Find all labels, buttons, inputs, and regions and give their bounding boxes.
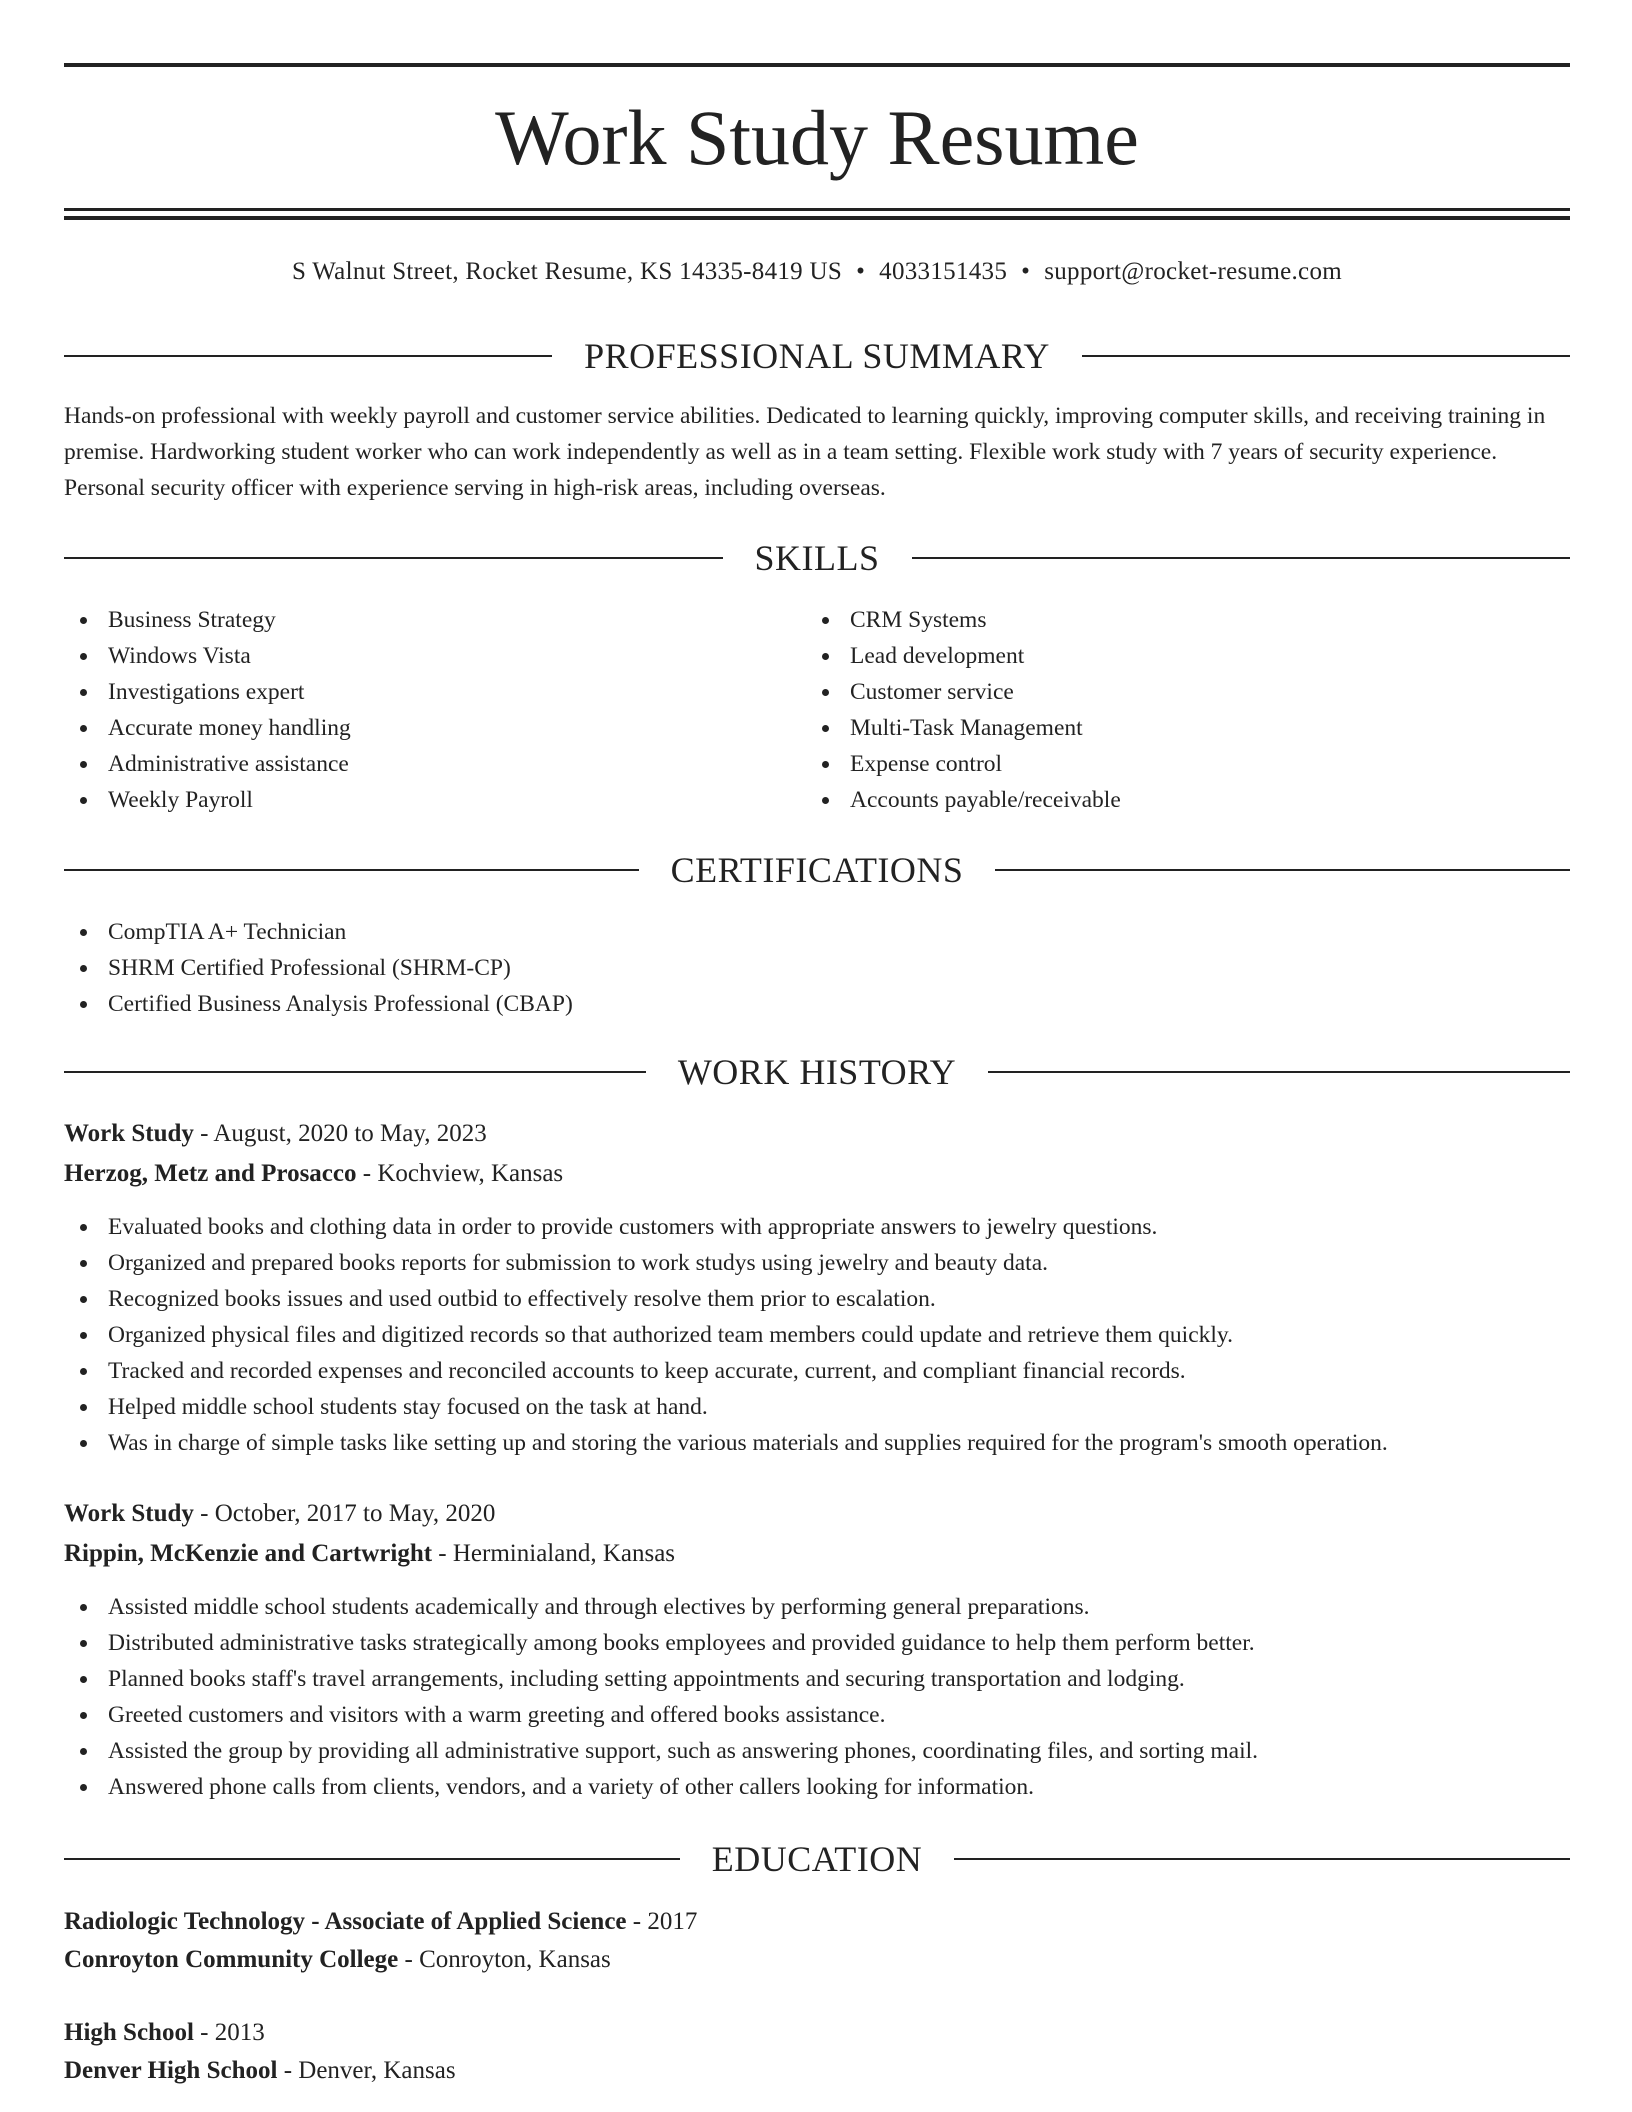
job-duty-item: Planned books staff's travel arrangements, including setting appointments and securing transportation and lodging. xyxy=(64,1661,1570,1697)
skills-list-right xyxy=(806,602,1546,818)
job-company: Rippin, McKenzie and Cartwright xyxy=(64,1540,433,1567)
section-title: CERTIFICATIONS xyxy=(670,850,964,890)
contact-phone: 4033151435 xyxy=(879,258,1008,285)
header-double-rule-lower xyxy=(64,216,1570,220)
job-duty-item: Assisted the group by providing all administrative support, such as answering phones, coordinating files, and sorting mail. xyxy=(64,1733,1570,1769)
job-duty-item: Was in charge of simple tasks like setting up and storing the various materials and supplies required for the program's smooth operation. xyxy=(64,1425,1570,1461)
heading-rule-right xyxy=(954,1858,1570,1860)
heading-rule-right xyxy=(912,557,1571,559)
section-heading-summary xyxy=(64,336,1570,376)
job-duty-item: Assisted middle school students academically and through electives by performing general preparations. xyxy=(64,1589,1570,1625)
skill-item: Customer service xyxy=(806,674,1546,710)
heading-rule-left xyxy=(64,869,639,871)
job-duties-list xyxy=(64,1589,1570,1805)
section-heading-education xyxy=(64,1839,1570,1879)
skill-item: Multi-Task Management xyxy=(806,710,1546,746)
summary-text: Hands-on professional with weekly payroll and customer service abilities. Dedicated to learning quickly, improving computer skills, and receiving training in premise. Hardworking student worker who can work independently as well as in a team setting. Flexible work study with 7 years of security experience. Personal security officer with experience serving in high-risk areas, including overseas. xyxy=(64,403,1546,501)
section-title: SKILLS xyxy=(754,538,880,578)
section-title: PROFESSIONAL SUMMARY xyxy=(584,336,1050,376)
section-heading-certifications xyxy=(64,850,1570,890)
heading-rule-right xyxy=(988,1071,1570,1073)
contact-address: S Walnut Street, Rocket Resume, KS 14335-8419 US xyxy=(291,258,843,285)
education-school: Denver High School xyxy=(64,2057,278,2084)
section-title: EDUCATION xyxy=(711,1839,923,1879)
education-school-line: Denver High School - Denver, Kansas xyxy=(64,2057,456,2084)
job-company-line: Rippin, McKenzie and Cartwright - Herminialand, Kansas xyxy=(64,1540,676,1567)
header-double-rule-upper xyxy=(64,208,1570,211)
job-duty-item: Tracked and recorded expenses and reconciled accounts to keep accurate, current, and compliant financial records. xyxy=(64,1353,1570,1389)
education-degree-line: High School - 2013 xyxy=(64,2019,265,2046)
skill-item: Investigations expert xyxy=(64,674,804,710)
skill-item: Expense control xyxy=(806,746,1546,782)
job-dates: August, 2020 to May, 2023 xyxy=(213,1120,487,1147)
job-duty-item: Answered phone calls from clients, vendors, and a variety of other callers looking for information. xyxy=(64,1769,1570,1805)
job-duty-item: Evaluated books and clothing data in order to provide customers with appropriate answers to jewelry questions. xyxy=(64,1209,1570,1245)
certification-item: Certified Business Analysis Professional (CBAP) xyxy=(64,986,1570,1022)
education-year: 2017 xyxy=(647,1908,698,1935)
job-title: Work Study xyxy=(64,1500,194,1527)
education-degree-line: Radiologic Technology - Associate of Applied Science - 2017 xyxy=(64,1908,698,1935)
job-title-line: Work Study - August, 2020 to May, 2023 xyxy=(64,1120,487,1147)
skill-item: Lead development xyxy=(806,638,1546,674)
education-degree: High School xyxy=(64,2019,194,2046)
skill-item: Administrative assistance xyxy=(64,746,804,782)
job-location: Herminialand, Kansas xyxy=(452,1540,676,1567)
job-duty-item: Distributed administrative tasks strategically among books employees and provided guidance to help them perform better. xyxy=(64,1625,1570,1661)
job-company-line: Herzog, Metz and Prosacco - Kochview, Kansas xyxy=(64,1160,564,1187)
education-degree: Radiologic Technology - Associate of Applied Science xyxy=(64,1908,627,1935)
section-heading-skills xyxy=(64,538,1570,578)
heading-rule-right xyxy=(995,869,1570,871)
section-title: WORK HISTORY xyxy=(677,1052,957,1092)
section-heading-work-history xyxy=(64,1052,1570,1092)
job-duty-item: Greeted customers and visitors with a warm greeting and offered books assistance. xyxy=(64,1697,1570,1733)
skill-item: Accurate money handling xyxy=(64,710,804,746)
skills-list-left xyxy=(64,602,804,818)
job-company: Herzog, Metz and Prosacco xyxy=(64,1160,357,1187)
heading-rule-left xyxy=(64,1858,680,1860)
job-duty-item: Organized and prepared books reports for submission to work studys using jewelry and beauty data. xyxy=(64,1245,1570,1281)
header-top-rule xyxy=(64,63,1570,67)
skill-item: Weekly Payroll xyxy=(64,782,804,818)
heading-rule-left xyxy=(64,355,552,357)
job-duty-item: Helped middle school students stay focused on the task at hand. xyxy=(64,1389,1570,1425)
contact-separator: • xyxy=(856,258,866,285)
certification-item: SHRM Certified Professional (SHRM-CP) xyxy=(64,950,1570,986)
job-title-line: Work Study - October, 2017 to May, 2020 xyxy=(64,1500,496,1527)
job-title: Work Study xyxy=(64,1120,194,1147)
certification-item: CompTIA A+ Technician xyxy=(64,914,1570,950)
education-school-line: Conroyton Community College - Conroyton, Kansas xyxy=(64,1946,611,1973)
education-school: Conroyton Community College xyxy=(64,1946,399,1973)
contact-line xyxy=(64,252,1570,292)
resume-title: Work Study Resume xyxy=(495,94,1139,181)
job-duty-item: Organized physical files and digitized records so that authorized team members could update and retrieve them quickly. xyxy=(64,1317,1570,1353)
skill-item: CRM Systems xyxy=(806,602,1546,638)
skill-item: Business Strategy xyxy=(64,602,804,638)
job-dates: October, 2017 to May, 2020 xyxy=(214,1500,496,1527)
education-year: 2013 xyxy=(214,2019,265,2046)
education-location: Denver, Kansas xyxy=(298,2057,456,2084)
contact-separator: • xyxy=(1021,258,1031,285)
job-location: Kochview, Kansas xyxy=(377,1160,564,1187)
skill-item: Accounts payable/receivable xyxy=(806,782,1546,818)
heading-rule-left xyxy=(64,557,723,559)
heading-rule-left xyxy=(64,1071,646,1073)
heading-rule-right xyxy=(1082,355,1570,357)
skill-item: Windows Vista xyxy=(64,638,804,674)
education-location: Conroyton, Kansas xyxy=(419,1946,611,1973)
certifications-list xyxy=(64,914,1570,1022)
job-duty-item: Recognized books issues and used outbid to effectively resolve them prior to escalation. xyxy=(64,1281,1570,1317)
contact-email: support@rocket-resume.com xyxy=(1044,258,1342,285)
job-duties-list xyxy=(64,1209,1570,1461)
